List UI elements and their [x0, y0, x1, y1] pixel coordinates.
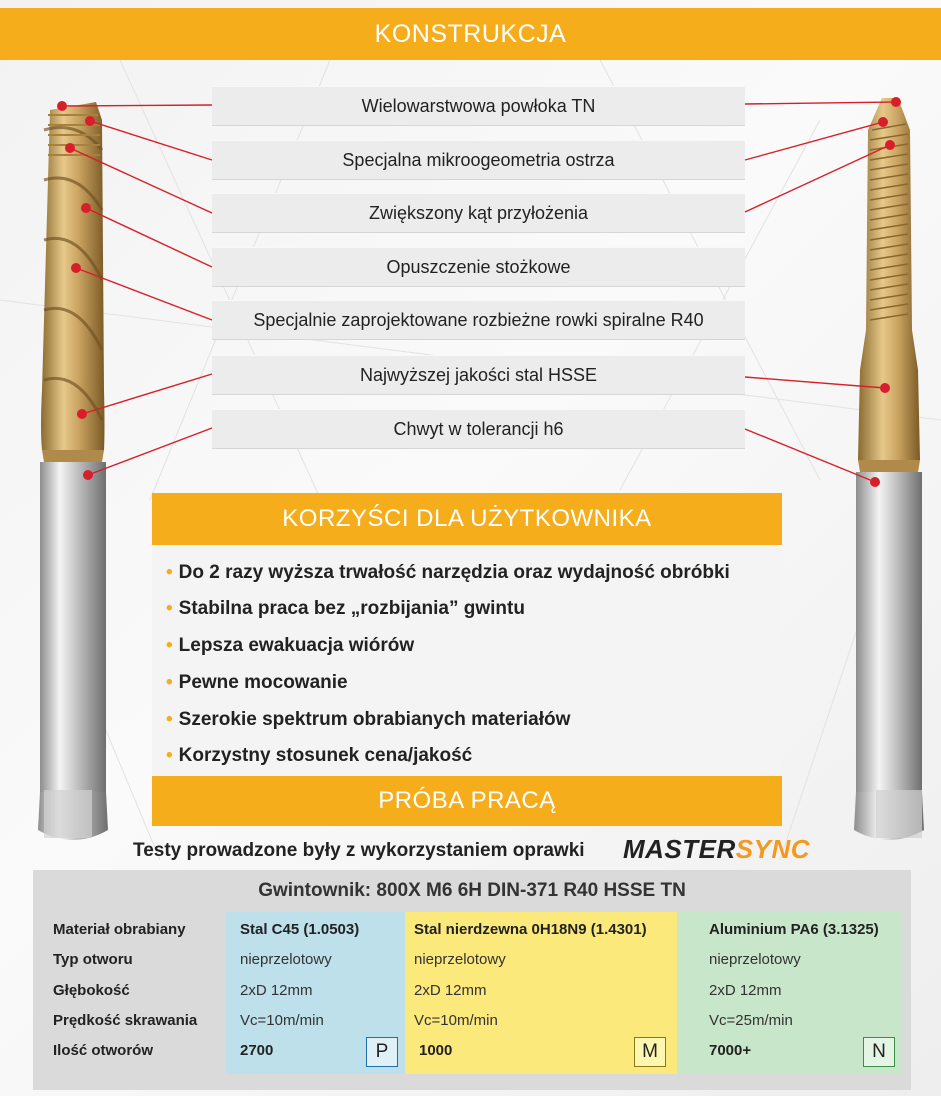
cell-hole-count: 7000+ [709, 1042, 752, 1059]
material-group-badge-p: P [366, 1037, 398, 1067]
benefit-item: • Do 2 razy wyższa trwałość narzędzia oraz wydajność obróbki [166, 562, 730, 583]
test-note: Testy prowadzone były z wykorzystaniem oprawki [133, 840, 585, 861]
benefit-item: • Pewne mocowanie [166, 672, 348, 693]
cell-hole-type: nieprzelotowy [240, 951, 332, 968]
feature-hsse-steel: Najwyższej jakości stal HSSE [212, 355, 745, 395]
cell-depth: 2xD 12mm [709, 982, 782, 999]
construction-header: KONSTRUKCJA [0, 8, 941, 60]
row-label-depth: Głębokość [53, 982, 130, 999]
benefit-item: • Stabilna praca bez „rozbijania” gwintu [166, 598, 525, 619]
table-title: Gwintownik: 800X M6 6H DIN-371 R40 HSSE TN [258, 880, 686, 901]
feature-relief-angle: Zwiększony kąt przyłożenia [212, 193, 745, 233]
cell-speed: Vc=10m/min [414, 1012, 498, 1029]
feature-taper: Opuszczenie stożkowe [212, 247, 745, 287]
row-label-hole-type: Typ otworu [53, 951, 133, 968]
benefit-item: • Szerokie spektrum obrabianych materiałów [166, 709, 571, 730]
row-label-material: Materiał obrabiany [53, 921, 186, 938]
row-label-speed: Prędkość skrawania [53, 1012, 198, 1029]
cell-speed: Vc=10m/min [240, 1012, 324, 1029]
cell-material: Aluminium PA6 (3.1325) [709, 921, 879, 938]
row-label-hole-count: Ilość otworów [53, 1042, 154, 1059]
feature-coating: Wielowarstwowa powłoka TN [212, 86, 745, 126]
cell-hole-count: 1000 [419, 1042, 453, 1059]
cell-material: Stal C45 (1.0503) [240, 921, 360, 938]
feature-shank-h6: Chwyt w tolerancji h6 [212, 409, 745, 449]
cell-depth: 2xD 12mm [240, 982, 313, 999]
left-tap-image [18, 90, 128, 850]
test-results-table [33, 870, 911, 1090]
material-group-badge-n: N [863, 1037, 895, 1067]
test-header: PRÓBA PRACĄ [152, 776, 782, 826]
benefits-list [152, 545, 782, 776]
cell-material: Stal nierdzewna 0H18N9 (1.4301) [414, 921, 647, 938]
mastersync-logo: MASTERSYNC [623, 834, 811, 864]
material-group-badge-m: M [634, 1037, 666, 1067]
benefit-item: • Korzystny stosunek cena/jakość [166, 745, 473, 766]
cell-speed: Vc=25m/min [709, 1012, 793, 1029]
cell-hole-type: nieprzelotowy [709, 951, 801, 968]
cell-hole-type: nieprzelotowy [414, 951, 506, 968]
feature-micro-geometry: Specjalna mikroogeometria ostrza [212, 140, 745, 180]
cell-depth: 2xD 12mm [414, 982, 487, 999]
feature-spiral-flutes: Specjalnie zaprojektowane rozbieżne rowki spiralne R40 [212, 300, 745, 340]
right-tap-image [842, 90, 932, 850]
benefit-item: • Lepsza ewakuacja wiórów [166, 635, 415, 656]
cell-hole-count: 2700 [240, 1042, 274, 1059]
benefits-header: KORZYŚCI DLA UŻYTKOWNIKA [152, 493, 782, 545]
